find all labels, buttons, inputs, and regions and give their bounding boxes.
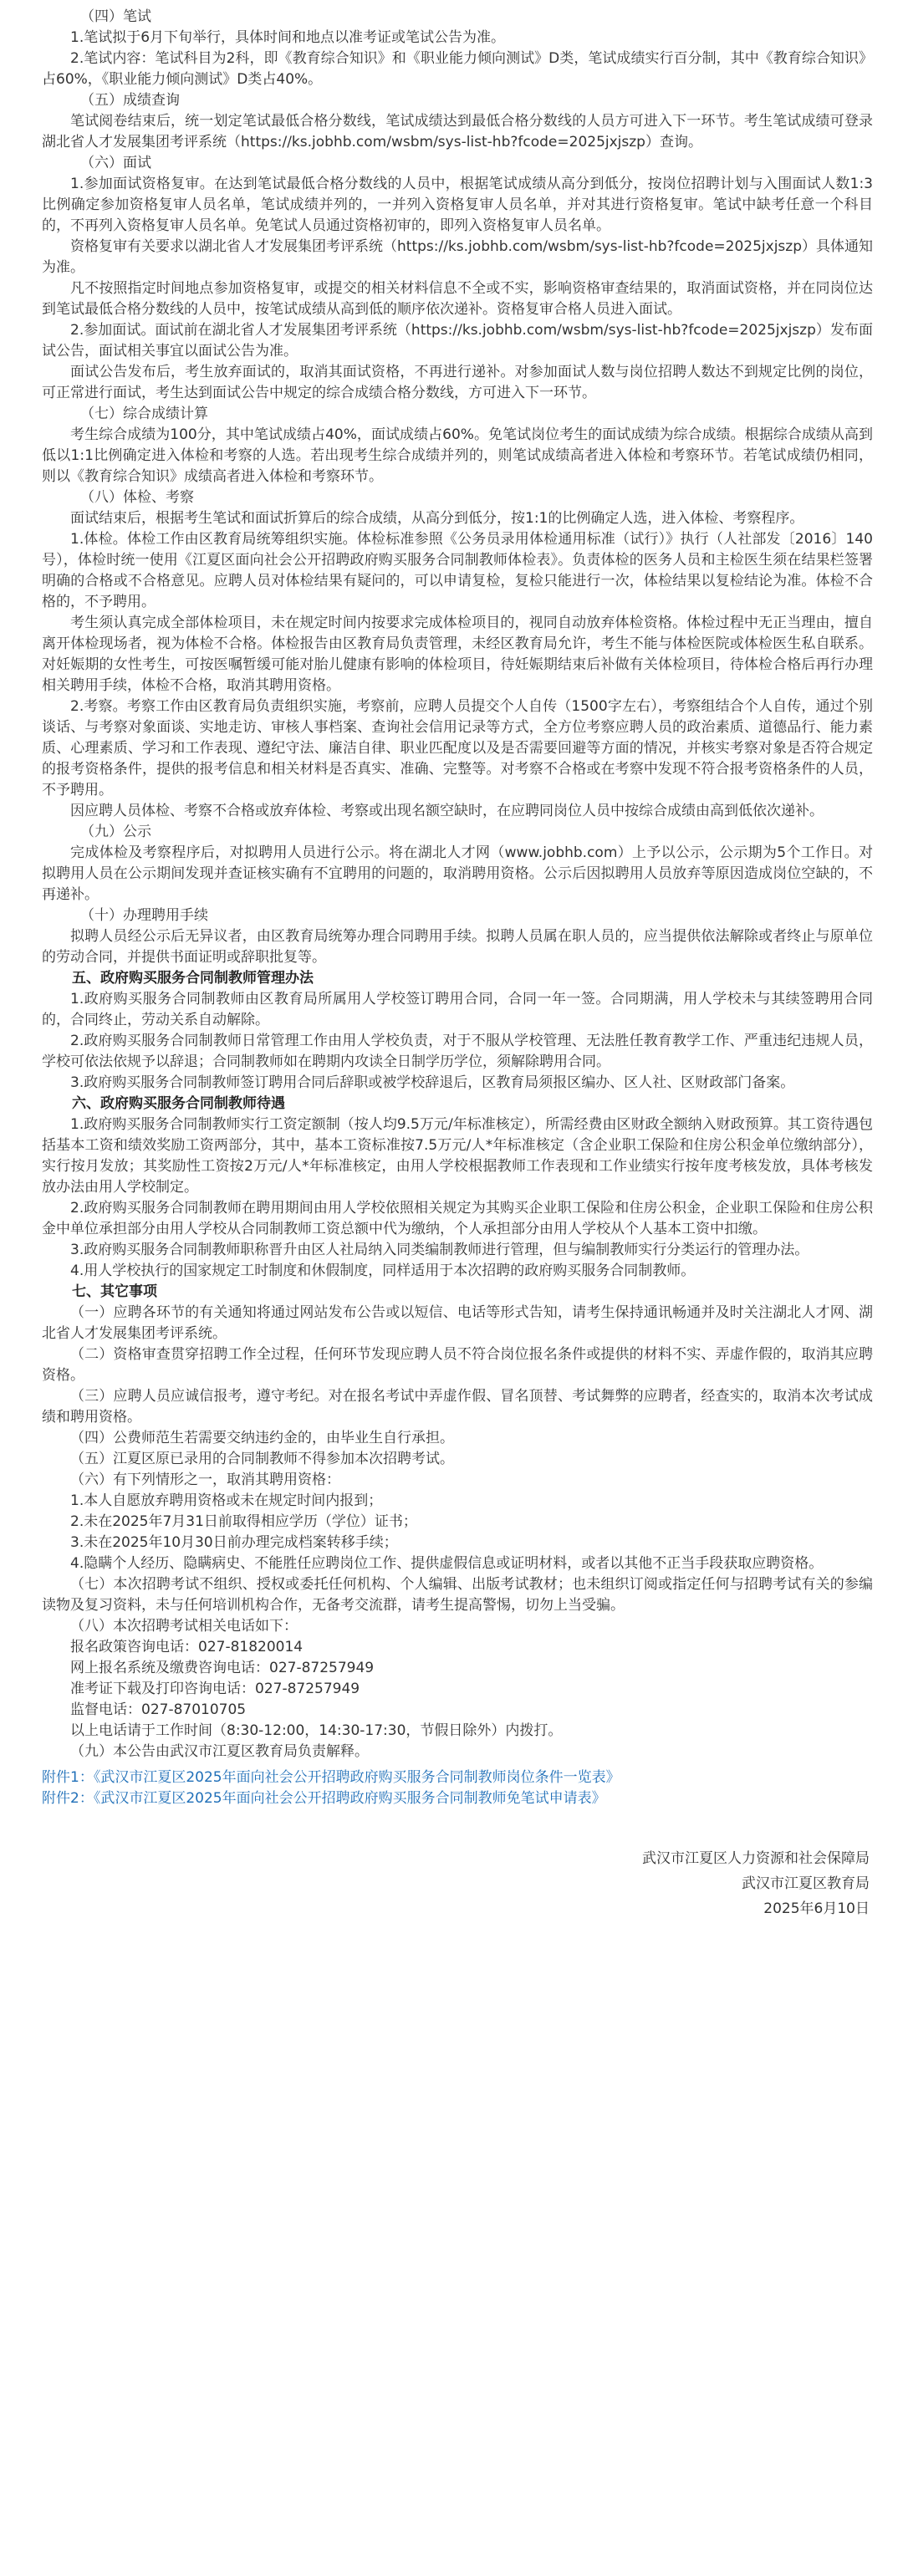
document-body xyxy=(42,7,873,1762)
attachment-link-2[interactable]: 附件2：《武汉市江夏区2025年面向社会公开招聘政府购买服务合同制教师免笔试申请表》 xyxy=(42,1790,606,1807)
subsection-heading: （九）公示 xyxy=(80,824,151,840)
paragraph: 1.体检。体检工作由区教育局统筹组织实施。体检标准参照《公务员录用体检通用标准（试行）》执行（人社部发〔2016〕140号），体检时统一使用《江夏区面向社会公开招聘政府购买服务合同制教师体检表》。负责体检的医务人员和主检医生须在结果栏签署明确的合格或不合格意见。应聘人员对体检结果有疑问的，可以申请复检，复检只能进行一次，体检结果以复检结论为准。体检不合格的，不予聘用。 xyxy=(42,531,873,610)
paragraph: 面试公告发布后，考生放弃面试的，取消其面试资格，不再进行递补。对参加面试人数与岗位招聘人数达不到规定比例的岗位，可正常进行面试，考生达到面试公告中规定的综合成绩合格分数线，方可进入下一环节。 xyxy=(42,364,873,401)
subsection-heading: （五）成绩查询 xyxy=(80,92,180,109)
paragraph: （五）江夏区原已录用的合同制教师不得参加本次招聘考试。 xyxy=(70,1451,454,1467)
paragraph: （一）应聘各环节的有关通知将通过网站发布公告或以短信、电话等形式告知，请考生保持通讯畅通并及时关注湖北人才网、湖北省人才发展集团考评系统。 xyxy=(42,1304,873,1342)
subsection-heading: （六）面试 xyxy=(80,155,151,171)
subsection-heading: （十）办理聘用手续 xyxy=(80,907,208,924)
paragraph: （六）有下列情形之一，取消其聘用资格： xyxy=(70,1472,340,1488)
paragraph: 1.本人自愿放弃聘用资格或未在规定时间内报到； xyxy=(70,1492,383,1509)
paragraph: （三）应聘人员应诚信报考，遵守考纪。对在报名考试中弄虚作假、冒名顶替、考试舞弊的应聘者，经查实的，取消本次考试成绩和聘用资格。 xyxy=(42,1388,873,1426)
signature-block xyxy=(42,1846,873,1921)
paragraph: 考生须认真完成全部体检项目，未在规定时间内按要求完成体检项目的，视同自动放弃体检资格。体检过程中无正当理由，擅自离开体检现场者，视为体检不合格。体检报告由区教育局负责管理，未经区教育局允许，考生不能与体检医院或体检医生私自联系。对妊娠期的女性考生，可按医嘱暂缓可能对胎儿健康有影响的体检项目，待妊娠期结束后补做有关体检项目，待体检合格后再行办理相关聘用手续，体检不合格，取消其聘用资格。 xyxy=(42,615,873,694)
attachment-link-1[interactable]: 附件1：《武汉市江夏区2025年面向社会公开招聘政府购买服务合同制教师岗位条件一览表》 xyxy=(42,1769,620,1786)
paragraph: 1.参加面试资格复审。在达到笔试最低合格分数线的人员中，根据笔试成绩从高分到低分，按岗位招聘计划与入围面试人数1:3比例确定参加资格复审人员名单，笔试成绩并列的，一并列入资格复审人员名单，并对其进行资格复审。笔试中缺考任意一个科目的，不再列入资格复审人员名单。免笔试人员通过资格初审的，即列入资格复审人员名单。 xyxy=(42,176,873,234)
section-heading: 五、政府购买服务合同制教师管理办法 xyxy=(72,970,314,987)
paragraph: 网上报名系统及缴费咨询电话：027-87257949 xyxy=(70,1660,375,1676)
paragraph: 准考证下载及打印咨询电话：027-87257949 xyxy=(70,1681,360,1697)
paragraph: 3.政府购买服务合同制教师职称晋升由区人社局纳入同类编制教师进行管理，但与编制教师实行分类运行的管理办法。 xyxy=(70,1242,809,1258)
attachments xyxy=(42,1767,873,1809)
paragraph: 1.政府购买服务合同制教师实行工资定额制（按人均9.5万元/年标准核定），所需经费由区财政全额纳入财政预算。其工资待遇包括基本工资和绩效奖励工资两部分，其中，基本工资标准按7.5万元/人*年标准核定（含企业职工保险和住房公积金单位缴纳部分），实行按月发放；其奖励性工资按2万元/人*年标准核定，由用人学校根据教师工作表现和工作业绩实行按年度考核发放，具体考核发放办法由用人学校制定。 xyxy=(42,1116,873,1196)
paragraph: 2.参加面试。面试前在湖北省人才发展集团考评系统（https://ks.jobhb.com/wsbm/sys-list-hb?fcode=2025jxjszp）发布面试公告，面试相关事宜以面试公告为准。 xyxy=(42,322,873,360)
paragraph: 资格复审有关要求以湖北省人才发展集团考评系统（https://ks.jobhb.com/wsbm/sys-list-hb?fcode=2025jxjszp）具体通知为准。 xyxy=(42,238,873,276)
paragraph: 2.政府购买服务合同制教师在聘用期间由用人学校依照相关规定为其购买企业职工保险和住房公积金，企业职工保险和住房公积金中单位承担部分由用人学校从合同制教师工资总额中代为缴纳，个人承担部分由用人学校从个人基本工资中扣缴。 xyxy=(42,1200,873,1237)
paragraph: 2.未在2025年7月31日前取得相应学历（学位）证书； xyxy=(70,1513,417,1530)
paragraph: 2.笔试内容：笔试科目为2科，即《教育综合知识》和《职业能力倾向测试》D类，笔试成绩实行百分制，其中《教育综合知识》占60%，《职业能力倾向测试》D类占40%。 xyxy=(42,50,873,88)
paragraph: 考生综合成绩为100分，其中笔试成绩占40%，面试成绩占60%。免笔试岗位考生的面试成绩为综合成绩。根据综合成绩从高到低以1:1比例确定进入体检和考察的人选。若出现考生综合成绩并列的，则笔试成绩高者进入体检和考察环节。若笔试成绩仍相同，则以《教育综合知识》成绩高者进入体检和考察环节。 xyxy=(42,426,873,485)
paragraph: （七）本次招聘考试不组织、授权或委托任何机构、个人编辑、出版考试教材；也未组织订阅或指定任何与招聘考试有关的参编读物及复习资料，未与任何培训机构合作，无备考交流群，请考生提高警惕，切勿上当受骗。 xyxy=(42,1576,873,1614)
signature-org-education: 武汉市江夏区教育局 xyxy=(742,1875,870,1892)
signature-org-hrss: 武汉市江夏区人力资源和社会保障局 xyxy=(642,1850,870,1867)
subsection-heading: （八）体检、考察 xyxy=(80,489,194,506)
paragraph: 2.政府购买服务合同制教师日常管理工作由用人学校负责，对于不服从学校管理、无法胜任教育教学工作、严重违纪违规人员，学校可依法依规予以辞退；合同制教师如在聘期内攻读全日制学历学位，须解除聘用合同。 xyxy=(42,1033,873,1070)
paragraph: 2.考察。考察工作由区教育局负责组织实施，考察前，应聘人员提交个人自传（1500字左右），考察组结合个人自传，通过个别谈话、与考察对象面谈、实地走访、审核人事档案、查询社会信用记录等方式，全方位考察应聘人员的政治素质、道德品行、能力素质、心理素质、学习和工作表现、遵纪守法、廉洁自律、职业匹配度以及是否需要回避等方面的情况，并核实考察对象是否符合规定的报考资格条件，提供的报考信息和相关材料是否真实、准确、完整等。对考察不合格或在考察中发现不符合报考资格条件的人员，不予聘用。 xyxy=(42,698,873,798)
paragraph: 以上电话请于工作时间（8:30-12:00，14:30-17:30，节假日除外）内拨打。 xyxy=(70,1722,563,1739)
paragraph: 监督电话：027-87010705 xyxy=(70,1701,247,1718)
paragraph: （四）公费师范生若需要交纳违约金的，由毕业生自行承担。 xyxy=(70,1430,454,1446)
paragraph: 笔试阅卷结束后，统一划定笔试最低合格分数线，笔试成绩达到最低合格分数线的人员方可进入下一环节。考生笔试成绩可登录湖北省人才发展集团考评系统（https://ks.jobhb.com/wsbm/sys-list-hb?fcode=2025jxjszp）查询。 xyxy=(42,113,873,150)
paragraph: 3.未在2025年10月30日前办理完成档案转移手续； xyxy=(70,1534,398,1551)
paragraph: 4.隐瞒个人经历、隐瞒病史、不能胜任应聘岗位工作、提供虚假信息或证明材料，或者以其他不正当手段获取应聘资格。 xyxy=(70,1555,824,1572)
section-heading: 七、其它事项 xyxy=(72,1283,157,1300)
paragraph: 1.政府购买服务合同制教师由区教育局所属用人学校签订聘用合同，合同一年一签。合同期满，用人学校未与其续签聘用合同的，合同终止，劳动关系自动解除。 xyxy=(42,991,873,1028)
paragraph: 完成体检及考察程序后，对拟聘用人员进行公示。将在湖北人才网（www.jobhb.com）上予以公示，公示期为5个工作日。对拟聘用人员在公示期间发现并查证核实确有不宜聘用的问题的，取消聘用资格。公示后因拟聘用人员放弃等原因造成岗位空缺的，不再递补。 xyxy=(42,844,873,903)
paragraph: （二）资格审查贯穿招聘工作全过程，任何环节发现应聘人员不符合岗位报名条件或提供的材料不实、弄虚作假的，取消其应聘资格。 xyxy=(42,1346,873,1384)
paragraph: 拟聘人员经公示后无异议者，由区教育局统筹办理合同聘用手续。拟聘人员属在职人员的，应当提供依法解除或者终止与原单位的劳动合同，并提供书面证明或辞职批复等。 xyxy=(42,928,873,966)
paragraph: 1.笔试拟于6月下旬举行，具体时间和地点以准考证或笔试公告为准。 xyxy=(70,29,506,46)
paragraph: （八）本次招聘考试相关电话如下： xyxy=(70,1618,298,1635)
section-heading: 六、政府购买服务合同制教师待遇 xyxy=(72,1095,285,1112)
paragraph: 面试结束后，根据考生笔试和面试折算后的综合成绩，从高分到低分，按1:1的比例确定人选，进入体检、考察程序。 xyxy=(70,510,804,527)
paragraph: 4.用人学校执行的国家规定工时制度和休假制度，同样适用于本次招聘的政府购买服务合同制教师。 xyxy=(70,1262,696,1279)
paragraph: 报名政策咨询电话：027-81820014 xyxy=(70,1639,304,1655)
subsection-heading: （七）综合成绩计算 xyxy=(80,406,208,422)
paragraph: 3.政府购买服务合同制教师签订聘用合同后辞职或被学校辞退后，区教育局须报区编办、区人社、区财政部门备案。 xyxy=(70,1074,795,1091)
paragraph: 因应聘人员体检、考察不合格或放弃体检、考察或出现名额空缺时，在应聘同岗位人员中按综合成绩由高到低依次递补。 xyxy=(70,803,824,819)
paragraph: （九）本公告由武汉市江夏区教育局负责解释。 xyxy=(70,1743,369,1760)
subsection-heading: （四）笔试 xyxy=(80,8,151,25)
paragraph: 凡不按照指定时间地点参加资格复审，或提交的相关材料信息不全或不实，影响资格审查结果的，取消面试资格，并在同岗位达到笔试最低合格分数线的人员中，按笔试成绩从高到低的顺序依次递补。资格复审合格人员进入面试。 xyxy=(42,280,873,318)
signature-date: 2025年6月10日 xyxy=(763,1900,870,1917)
